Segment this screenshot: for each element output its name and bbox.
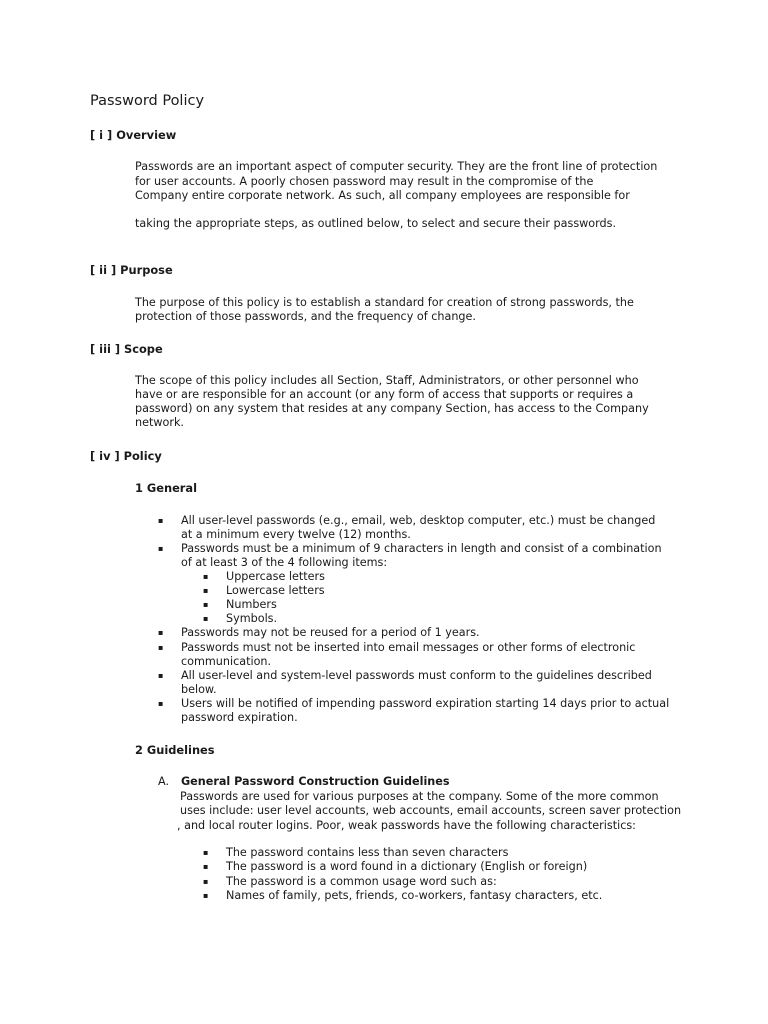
guidelines-heading: 2 Guidelines	[135, 743, 215, 757]
overview-line-3: Company entire corporate network. As such, all company employees are responsible for	[135, 189, 630, 202]
subitem-numbers: Numbers	[226, 598, 277, 611]
guideline-a-line-3: , and local router logins. Poor, weak passwords have the following characteristics:	[177, 819, 636, 832]
bullet-icon: ▪	[203, 862, 209, 871]
bullet-icon: ▪	[158, 671, 164, 680]
guideline-a-title: General Password Construction Guidelines	[181, 775, 450, 788]
general-bullet-1-line-2: at a minimum every twelve (12) months.	[181, 528, 411, 541]
general-bullet-1-line-1: All user-level passwords (e.g., email, web, desktop computer, etc.) must be changed	[181, 514, 656, 527]
purpose-line-2: protection of those passwords, and the frequency of change.	[135, 310, 476, 323]
overview-line-1: Passwords are an important aspect of computer security. They are the front line of protection	[135, 160, 658, 173]
general-bullet-6-line-2: password expiration.	[181, 711, 298, 724]
scope-line-2: have or are responsible for an account (or any form of access that supports or requires a	[135, 388, 634, 401]
general-bullet-3-line-1: Passwords may not be reused for a period of 1 years.	[181, 626, 480, 639]
guideline-a-marker: A.	[158, 775, 170, 788]
general-bullet-6-line-1: Users will be notified of impending password expiration starting 14 days prior to actual	[181, 697, 670, 710]
general-bullet-2-line-1: Passwords must be a minimum of 9 characters in length and consist of a combination	[181, 542, 662, 555]
general-bullet-5-line-1: All user-level and system-level passwords must conform to the guidelines described	[181, 669, 652, 682]
guideline-a-line-1: Passwords are used for various purposes at the company. Some of the more common	[180, 790, 659, 803]
policy-heading: [ iv ] Policy	[90, 449, 162, 463]
overview-line-4: taking the appropriate steps, as outlined below, to select and secure their passwords.	[135, 217, 617, 230]
bullet-icon: ▪	[203, 848, 209, 857]
bullet-icon: ▪	[203, 877, 209, 886]
subitem-symbols: Symbols.	[226, 612, 278, 625]
bullet-icon: ▪	[158, 544, 164, 553]
general-bullet-4-line-2: communication.	[181, 655, 272, 668]
general-heading: 1 General	[135, 481, 198, 495]
overview-heading: [ i ] Overview	[90, 128, 177, 142]
scope-line-4: network.	[135, 416, 184, 429]
general-bullet-4-line-1: Passwords must not be inserted into email messages or other forms of electronic	[181, 641, 636, 654]
bullet-icon: ▪	[203, 600, 209, 609]
bullet-icon: ▪	[203, 572, 209, 581]
bullet-icon: ▪	[203, 891, 209, 900]
bullet-icon: ▪	[158, 699, 164, 708]
scope-line-3: password) on any system that resides at any company Section, has access to the Company	[135, 402, 649, 415]
overview-line-2: for user accounts. A poorly chosen password may result in the compromise of the	[135, 175, 594, 188]
weak-item-4: Names of family, pets, friends, co-workers, fantasy characters, etc.	[226, 889, 603, 902]
scope-line-1: The scope of this policy includes all Section, Staff, Administrators, or other personnel who	[135, 374, 639, 387]
bullet-icon: ▪	[158, 643, 164, 652]
purpose-line-1: The purpose of this policy is to establish a standard for creation of strong passwords, the	[135, 296, 634, 309]
scope-heading: [ iii ] Scope	[90, 342, 163, 356]
weak-item-1: The password contains less than seven characters	[226, 846, 509, 859]
subitem-lowercase: Lowercase letters	[226, 584, 325, 597]
bullet-icon: ▪	[203, 614, 209, 623]
weak-item-2: The password is a word found in a dictionary (English or foreign)	[226, 860, 588, 873]
bullet-icon: ▪	[158, 628, 164, 637]
subitem-uppercase: Uppercase letters	[226, 570, 325, 583]
purpose-heading: [ ii ] Purpose	[90, 263, 173, 277]
general-bullet-2-line-2: of at least 3 of the 4 following items:	[181, 556, 388, 569]
general-bullet-5-line-2: below.	[181, 683, 217, 696]
page-title: Password Policy	[90, 93, 205, 109]
bullet-icon: ▪	[203, 586, 209, 595]
bullet-icon: ▪	[158, 516, 164, 525]
guideline-a-line-2: uses include: user level accounts, web accounts, email accounts, screen saver protection	[180, 804, 682, 817]
weak-item-3: The password is a common usage word such as:	[226, 875, 497, 888]
